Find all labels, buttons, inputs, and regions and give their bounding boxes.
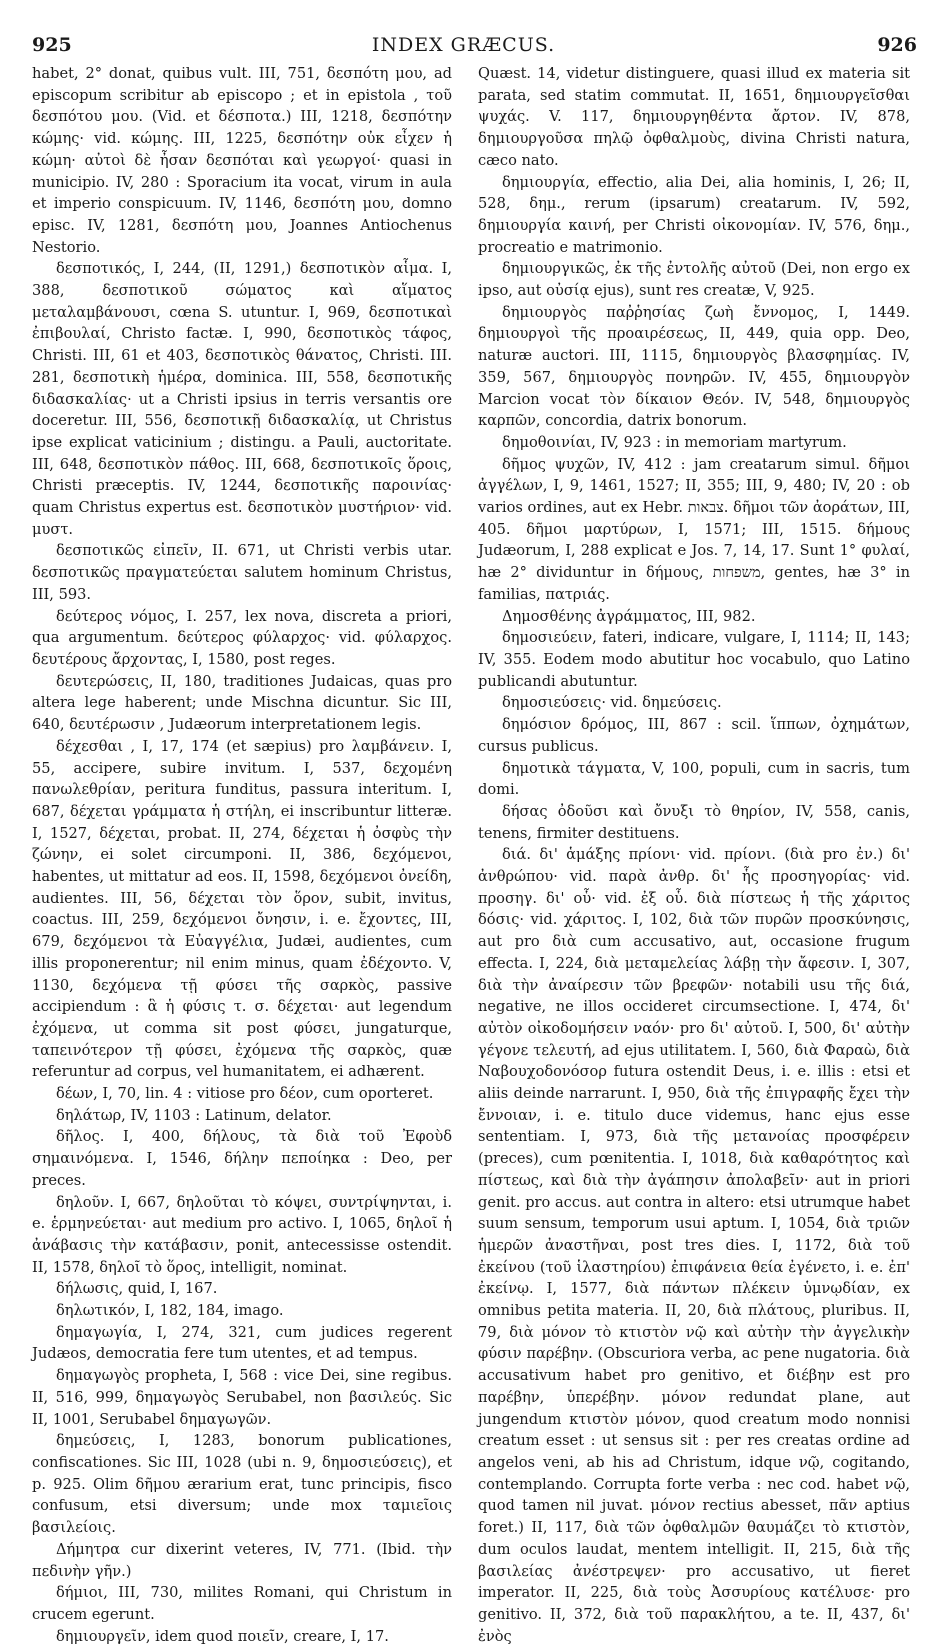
index-entry: δημιουργεῖν, idem quod ποιεῖν, creare, I, 17. bbox=[56, 1627, 389, 1645]
index-entry: δημοσιεύειν, fateri, indicare, vulgare, I, 1114; II, 143; IV, 355. Eodem modo abutitur hoc vocabulo, quo Latino publicandi abutuntur. bbox=[478, 629, 910, 690]
index-entry: δημόσιον δρόμος, III, 867 : scil. ἵππων, ὀχημάτων, cursus publicus. bbox=[478, 716, 910, 755]
index-entry: δηλοῦν. I, 667, δηλοῦται τὸ κόψει, συντρίψηνται, i. e. ἑρμηνεύεται· aut medium pro activo. I, 1065, δηλοῖ ἡ ἀνάβασις τὴν κατάβασιν, ponit, antecessisse ostendit. II, 1578, δηλοῖ τὸ ὅρος, intelligit, nominat. bbox=[32, 1193, 452, 1276]
index-entry: δέων, I, 70, lin. 4 : vitiose pro δέον, cum oporteret. bbox=[56, 1085, 434, 1103]
index-entry: δέχεσθαι , I, 17, 174 (et sæpius) pro λαμβάνειν. I, 55, accipere, subire invitum. I, 537, δεχομένη πανωλεθρίαν, peritura funditus, passura interitum. I, 687, δέχεται γράμματα ἡ στήλη, ei inscribuntur litteræ. I, 1527, δέχεται, probat. II, 274, δέχεται ἡ ὀσφὺς τὴν ζώνην, ei solet circumponi. II, 386, δεχόμενοι, habentes, ut mittatur ad eos. II, 1598, δεχόμενοι ὀνείδη, audientes. III, 56, δέχεται τὸν ὅρον, subit, invitus, coactus. III, 259, δεχόμενοι ὄνησιν, i. e. ἔχοντες, III, 679, δεχόμενοι τὰ Εὐαγγέλια, Judæi, audientes, cum illis proponerentur; nil enim minus, quam ἐδέχοντο. V, 1130, δεχόμενα τῇ φύσει τῆς σαρκὸς, passive accipiendum : ἃ ἡ φύσις τ. σ. δέχεται· aut legendum ἐχόμενα, ut comma sit post φύσει, jungaturque, ταπεινότερον τῇ φύσει, ἐχόμενα τῆς σαρκὸς, quæ referuntur ad corpus, vel humanitatem, ei adhærent. bbox=[32, 737, 452, 1081]
index-entry: δημιουργικῶς, ἐκ τῆς ἐντολῆς αὐτοῦ (Dei, non ergo ex ipso, aut οὐσίᾳ ejus), sunt res creatæ, V, 925. bbox=[478, 260, 910, 300]
left-column bbox=[32, 63, 452, 1645]
index-entry: δεσποτικῶς εἰπεῖν, II. 671, ut Christi verbis utar. δεσποτικῶς πραγματεύεται salutem hominum Christus, III, 593. bbox=[32, 542, 452, 603]
index-entry: Δημοσθένης ἀγράμματος, III, 982. bbox=[502, 607, 756, 625]
index-entry: δήλωσις, quid, I, 167. bbox=[56, 1280, 218, 1298]
index-entry: δευτερώσεις, II, 180, traditiones Judaicas, quas pro altera lege haberent; unde Mischna dicuntur. Sic III, 640, δευτέρωσιν , Judæorum interpretationem legis. bbox=[32, 672, 452, 734]
running-title: INDEX GRÆCUS. bbox=[371, 34, 556, 56]
page-number-left: 925 bbox=[32, 34, 72, 56]
index-entry: δηλάτωρ, IV, 1103 : Latinum, delator. bbox=[56, 1106, 332, 1124]
index-entry: Δήμητρα cur dixerint veteres, IV, 771. (Ibid. τὴν πεδινὴν γῆν.) bbox=[32, 1540, 452, 1580]
index-entry: δῆλος. I, 400, δήλους, τὰ διὰ τοῦ Ἐφοὺδ σημαινόμενα. I, 1546, δήλην πεποίηκα : Deo, per preces. bbox=[32, 1128, 452, 1189]
index-entry: δημαγωγὸς propheta, I, 568 : vice Dei, sine regibus. II, 516, 999, δημαγωγὸς Serubabel, non βασιλεύς. Sic II, 1001, Serubabel δημαγωγῶν. bbox=[32, 1367, 452, 1428]
index-entry: δημιουργία, effectio, alia Dei, alia hominis, I, 26; II, 528, δημ., rerum (ipsarum) creatarum. IV, 592, δημιουργία καινή, per Christi οἰκονομίαν. IV, 576, δημ., procreatio e matrimonio. bbox=[478, 173, 910, 256]
index-entry: δηλωτικόν, I, 182, 184, imago. bbox=[56, 1302, 284, 1320]
index-entry: δημιουργὸς παῤῥησίας ζωὴ ἔννομος, I, 1449. δημιουργοὶ τῆς προαιρέσεως, II, 449, quia opp. Deo, naturæ auctori. III, 1115, δημιουργὸς βλασφημίας. IV, 359, 567, δημιουργὸς πονηρῶν. IV, 455, δημιουργὸν Marcion vocat τὸν δίκαιον Θεόν. IV, 548, δημιουργὸς καρπῶν, concordia, datrix bonorum. bbox=[478, 303, 910, 430]
index-entry: δήμιοι, III, 730, milites Romani, qui Christum in crucem egerunt. bbox=[32, 1584, 452, 1623]
index-entry: habet, 2° donat, quibus vult. III, 751, δεσπότη μου, ad episcopum scribitur ab episcopo ; et in epistola , τοῦ δεσπότου μου. (Vid. et δέσποτα.) III, 1218, δεσπότην κώμης· vid. κώμης. III, 1225, δεσπότην οὐκ εἶχεν ἡ κώμη· αὐτοὶ δὲ ἦσαν δεσπόται καὶ γεωργοί· quasi in municipio. IV, 280 : Sporacium ita vocat, virum in aula et imperio conspicuum. IV, 1146, δεσπότη μου, domno episc. IV, 1281, δεσπότη μου, Joannes Antiochenus Nestorio. bbox=[32, 65, 452, 256]
index-entry: δημοσιεύσεις· vid. δημεύσεις. bbox=[502, 694, 722, 712]
index-entry: δεσποτικός, I, 244, (II, 1291,) δεσποτικὸν αἷμα. I, 388, δεσποτικοῦ σώματος καὶ αἵματος μεταλαμβάνουσι, cœna S. utuntur. I, 969, δεσποτικαὶ ἐπιβουλαί, Christo factæ. I, 990, δεσποτικὸς τάφος, Christi. III, 61 et 403, δεσποτικὸς θάνατος, Christi. III. 281, δεσποτικὴ ἡμέρα, dominica. III, 558, δεσποτικῆς διδασκαλίας· ut a Christi ipsius in terris versantis ore doceretur. III, 556, δεσποτικῇ διδασκαλίᾳ, ut Christus ipse explicat vaticinium ; distingu. a Pauli, auctoritate. III, 648, δεσποτικὸν πάθος. III, 668, δεσποτικοῖς ὅροις, Christi præceptis. IV, 1244, δεσποτικῆς παροινίας· quam Christus expertus est. δεσποτικὸν μυστήριον· vid. μυστ. bbox=[32, 260, 452, 538]
index-entry: δημαγωγία, I, 274, 321, cum judices regerent Judæos, democratia fere tum utentes, et ad tempus. bbox=[32, 1323, 452, 1363]
index-entry: Quæst. 14, videtur distinguere, quasi illud ex materia sit parata, sed statim commutat. II, 1651, δημιουργεῖσθαι ψυχάς. V. 117, δημιουργηθέντα ἄρτον. IV, 878, δημιουργοῦσα πηλῷ ὀφθαλμοὺς, divina Christi natura, cæco nato. bbox=[478, 65, 910, 169]
index-entry: δήσας ὀδοῦσι καὶ ὄνυξι τὸ θηρίον, IV, 558, canis, tenens, firmiter destituens. bbox=[478, 802, 910, 842]
index-entry: δημεύσεις, I, 1283, bonorum publicationes, confiscationes. Sic III, 1028 (ubi n. 9, δημοσιεύσεις), et p. 925. Olim δῆμου ærarium erat, tunc principis, fisco confusum, etsi diversum; unde mox ταμιεῖοις βασιλείοις. bbox=[32, 1432, 452, 1537]
index-entry: διά. δι' ἁμάξης πρίονι· vid. πρίονι. (διὰ pro ἐν.) δι' ἀνθρώπου· vid. παρὰ ἀνθρ. δι' ἧς προσηγορίας· vid. προσηγ. δι' οὗ· vid. ἐξ οὗ. διὰ πίστεως ἡ τῆς χάριτος δόσις· vid. χάριτος. I, 102, διὰ τῶν πυρῶν προσκύνησις, aut pro διὰ cum accusativo, aut, occasione frugum effecta. I, 224, διὰ μεταμελείας λάβῃ τὴν ἄφεσιν. I, 307, διὰ τὴν ἀναίρεσιν τῶν βρεφῶν· notabili usu τῆς διά, negative, ne illos occideret circumsectione. I, 474, δι' αὐτὸν οἰκοδομήσειν ναόν· pro δι' αὐτοῦ. I, 500, δι' αὐτὴν γέγονε τελευτή, ad ejus utilitatem. I, 560, διὰ Φαραὼ, διὰ Ναβουχοδονόσορ futura ostendit Deus, i. e. illis : etsi et aliis deinde narrarunt. I, 950, διὰ τῆς ἐπιγραφῆς ἔχει τὴν ἔννοιαν, i. e. titulo duce videmus, hanc ejus esse sententiam. I, 973, διὰ τῆς μετανοίας προσφέρειν (preces), cum pœnitentia. I, 1018, διὰ καθαρότητος καὶ πίστεως, καὶ διὰ τὴν ἀγάπησιν ἀπολαβεῖν· aut in priori genit. pro accus. aut contra in altero: etsi utrumque habet suum sensum, temporum usui aptum. I, 1054, διὰ τριῶν ἡμερῶν ἀναστῆναι, post tres dies. I, 1172, διὰ τοῦ ἐκείνου (τοῦ ἱλαστηρίου) ἐπιφάνεια θεία ἐγένετο, i. e. ἐπ' ἐκείνῳ. I, 1577, διὰ πάντων πλέκειν ὑμνῳδίαν, ex omnibus petita materia. II, 20, διὰ πλάτους, pluribus. II, 79, διὰ μόνον τὸ κτιστὸν νῷ καὶ αὐτὴν τὴν ἀγγελικὴν φύσιν παρέβην. (Obscuriora verba, ac pene nugatoria. διὰ accusativum habet pro genitivo, et διέβην est pro παρέβην, ὑπερέβην. μόνον redundat plane, aut jungendum κτιστὸν μόνον, quod creatum modo nonnisi creatum esset : ut sensus sit : per res creatas ordine ad angelos veni, ab his ad Christum, idque νῷ, cogitando, contemplando. Corrupta forte verba : nec cod. habet νῷ, quod tamen nil juvat. μόνον rectius abesset, πᾶν aptius foret.) II, 117, διὰ τῶν ὀφθαλμῶν θαυμάζει τὸ κτιστὸν, dum oculos laudat, mentem intelligit. II, 215, διὰ τῆς βασιλείας ἀνέστρεψεν· pro accusativo, ut fieret imperator. II, 225, διὰ τοὺς Ἀσσυρίους κατέλυσε· pro genitivo. II, 372, διὰ τοῦ παρακλήτου, a te. II, 437, δι' ἐνὸς bbox=[478, 846, 910, 1645]
page-header bbox=[0, 30, 927, 60]
right-column bbox=[478, 63, 910, 1645]
page-number-right: 926 bbox=[877, 34, 917, 56]
index-entry: δημοτικὰ τάγματα, V, 100, populi, cum in sacris, tum domi. bbox=[478, 759, 910, 799]
index-entry: δῆμος ψυχῶν, IV, 412 : jam creatarum simul. δῆμοι ἀγγέλων, I, 9, 1461, 1527; II, 355; III, 9, 480; IV, 20 : ob varios ordines, aut ex Hebr. צבאות. δῆμοι τῶν ἀοράτων, III, 405. δῆμοι μαρτύρων, I, 1571; III, 1515. δήμους Judæorum, I, 288 explicat e Jos. 7, 14, 17. Sunt 1° φυλαί, hæ 2° dividuntur in δήμους, משפחות, gentes, hæ 3° in familias, πατριάς. bbox=[478, 455, 910, 603]
index-entry: δημοθοινίαι, IV, 923 : in memoriam martyrum. bbox=[502, 433, 847, 451]
index-entry: δεύτερος νόμος, I. 257, lex nova, discreta a priori, qua argumentum. δεύτερος φύλαρχος· vid. φύλαρχος. δευτέρους ἄρχοντας, I, 1580, post reges. bbox=[32, 607, 452, 668]
